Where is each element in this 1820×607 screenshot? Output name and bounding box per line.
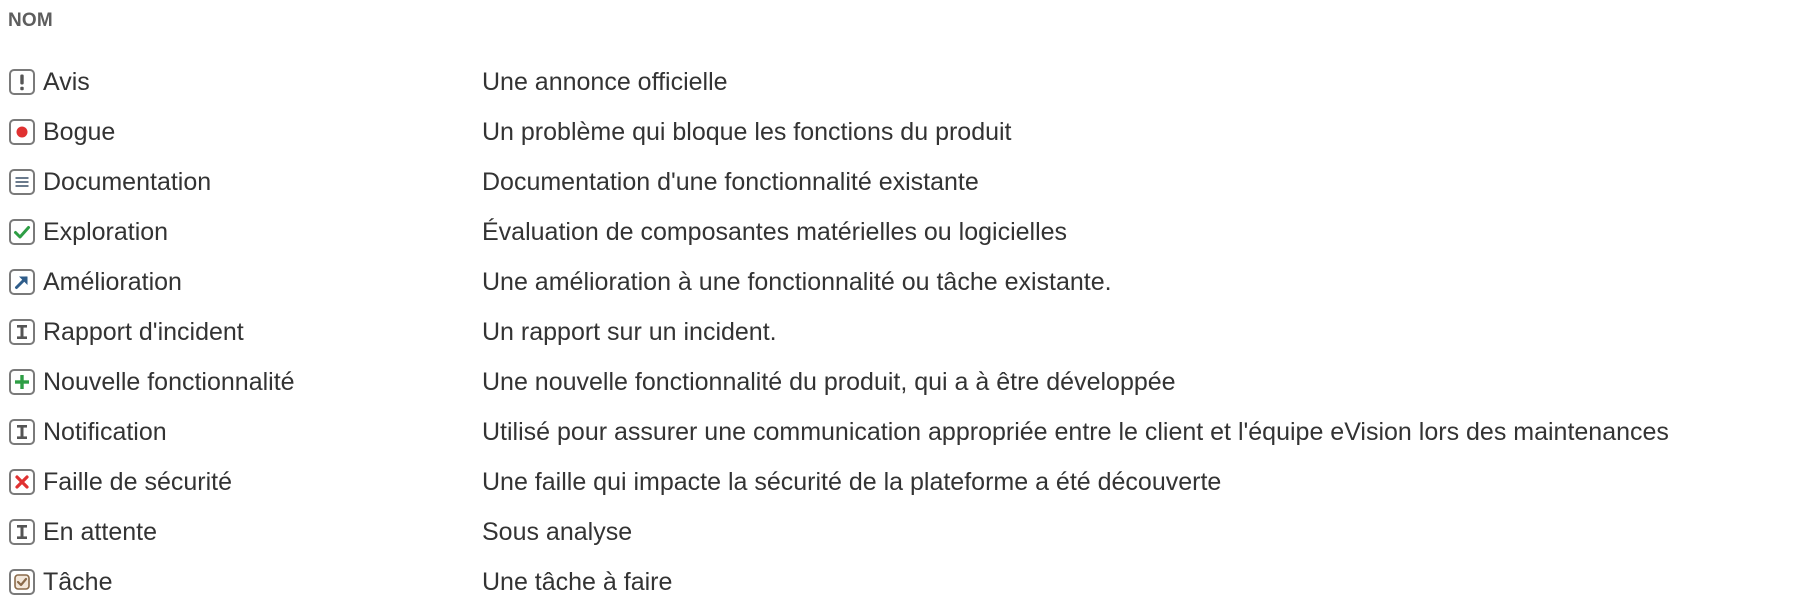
issue-type-description: Utilisé pour assurer une communication appropriée entre le client et l'équipe eVision lors des maintenances: [482, 417, 1669, 446]
issue-type-name: En attente: [43, 517, 157, 546]
list-item: [8, 207, 1808, 257]
name-cell: [8, 268, 482, 297]
issue-type-description: Une faille qui impacte la sécurité de la plateforme a été découverte: [482, 467, 1222, 496]
issue-type-description: Une amélioration à une fonctionnalité ou tâche existante.: [482, 267, 1112, 296]
issue-type-name: Exploration: [43, 217, 169, 246]
name-cell: [8, 518, 482, 547]
issue-type-name: Nouvelle fonctionnalité: [43, 367, 295, 396]
list-item: [8, 507, 1808, 557]
name-cell: [8, 468, 482, 497]
issue-type-name: Amélioration: [43, 267, 182, 296]
issue-type-description: Documentation d'une fonctionnalité existante: [482, 167, 979, 196]
list-item: [8, 307, 1808, 357]
i-beam-icon: [8, 418, 36, 446]
plus-icon: [8, 368, 36, 396]
name-cell: [8, 118, 482, 147]
list-item: [8, 57, 1808, 107]
issue-type-name: Notification: [43, 417, 167, 446]
i-beam-icon: [8, 518, 36, 546]
cross-icon: [8, 468, 36, 496]
name-cell: [8, 68, 482, 97]
bug-dot-icon: [8, 118, 36, 146]
issue-type-name: Documentation: [43, 167, 212, 196]
name-cell: [8, 168, 482, 197]
issue-type-description: Un problème qui bloque les fonctions du produit: [482, 117, 1012, 146]
task-check-icon: [8, 568, 36, 596]
list-item: [8, 107, 1808, 157]
issue-type-description: Une nouvelle fonctionnalité du produit, qui a à être développée: [482, 367, 1176, 396]
name-cell: [8, 368, 482, 397]
issue-type-description: Sous analyse: [482, 517, 633, 546]
issue-type-description: Un rapport sur un incident.: [482, 317, 777, 346]
list-item: [8, 357, 1808, 407]
list-item: [8, 457, 1808, 507]
issue-type-name: Tâche: [43, 567, 113, 596]
list-item: [8, 257, 1808, 307]
list-item: [8, 557, 1808, 607]
i-beam-icon: [8, 318, 36, 346]
list-item: [8, 157, 1808, 207]
name-cell: [8, 568, 482, 597]
name-cell: [8, 318, 482, 347]
document-lines-icon: [8, 168, 36, 196]
issue-type-description: Évaluation de composantes matérielles ou logicielles: [482, 217, 1068, 246]
column-header-nom: NOM: [8, 10, 53, 31]
issue-type-description: Une annonce officielle: [482, 67, 728, 96]
checkmark-icon: [8, 218, 36, 246]
issue-type-list: [8, 57, 1808, 607]
list-item: [8, 407, 1808, 457]
issue-type-name: Faille de sécurité: [43, 467, 232, 496]
issue-type-name: Avis: [43, 67, 90, 96]
issue-type-name: Rapport d'incident: [43, 317, 244, 346]
name-cell: [8, 418, 482, 447]
name-cell: [8, 218, 482, 247]
arrow-up-right-icon: [8, 268, 36, 296]
exclamation-icon: [8, 68, 36, 96]
issue-type-description: Une tâche à faire: [482, 567, 673, 596]
issue-type-name: Bogue: [43, 117, 116, 146]
